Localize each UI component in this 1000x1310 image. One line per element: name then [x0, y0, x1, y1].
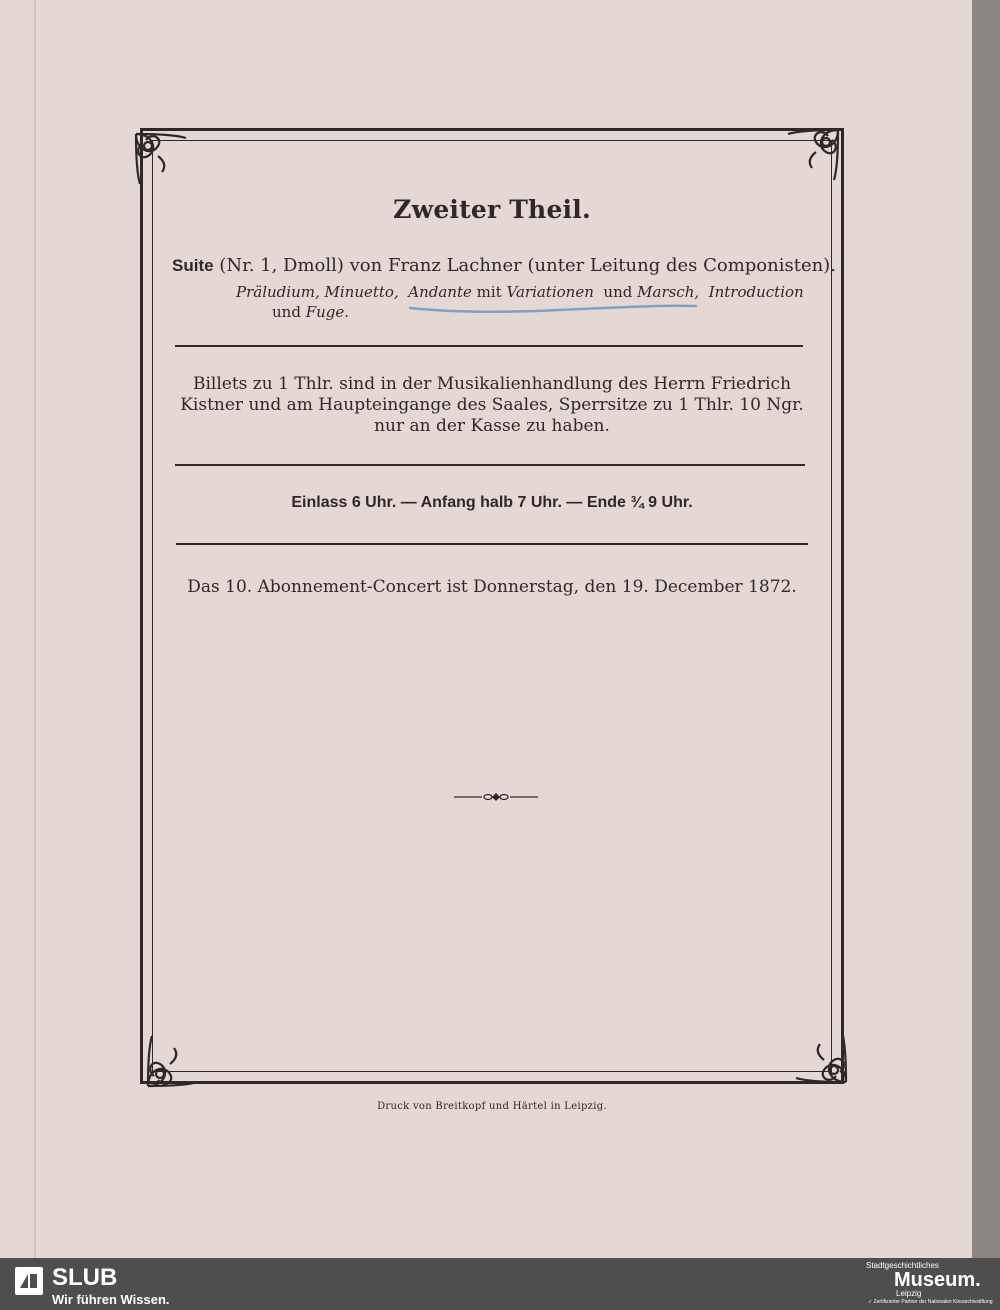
- movements-line-2: [272, 303, 349, 321]
- admission-times: Einlass 6 Uhr. — Anfang halb 7 Uhr. — Ende ¾ 9 Uhr.: [291, 494, 693, 511]
- movement-connector-mit: mit: [476, 283, 502, 301]
- movement-introduction: Introduction: [708, 283, 804, 301]
- scan-edge-strip: [972, 0, 1000, 1258]
- museum-city: Leipzig: [896, 1289, 922, 1298]
- museum-partner-note: ✓ Zertifizierter Partner der Nationalen Kinoarchivstiftung: [868, 1299, 993, 1305]
- museum-label-top: Stadtgeschichtliches: [866, 1261, 939, 1270]
- slub-logo-text[interactable]: SLUB: [52, 1264, 118, 1291]
- corner-ornament-icon: [140, 1032, 202, 1094]
- suite-label: Suite: [172, 256, 214, 275]
- pencil-underline-mark: [408, 300, 700, 318]
- movement-andante: Andante: [408, 283, 472, 301]
- museum-logo-text[interactable]: Museum.: [894, 1269, 981, 1291]
- suite-description: (Nr. 1, Dmoll) von Franz Lachner (unter Leitung des Componisten).: [219, 255, 836, 276]
- suite-line: [172, 255, 836, 276]
- movement-connector-und-2: und: [272, 303, 301, 321]
- movement-marsch: Marsch,: [637, 283, 700, 301]
- corner-ornament-icon: [792, 1028, 854, 1090]
- movement-connector-und: und: [603, 283, 633, 301]
- ticket-info: [160, 374, 824, 437]
- divider-rule: [175, 345, 803, 347]
- ornament-divider-icon: [452, 790, 540, 804]
- divider-rule: [175, 464, 805, 466]
- section-heading: Zweiter Theil.: [393, 195, 591, 224]
- slub-tagline: Wir führen Wissen.: [52, 1292, 170, 1307]
- movement-praeludium: Präludium,: [236, 283, 320, 301]
- printer-credit: Druck von Breitkopf und Härtel in Leipzig.: [377, 1101, 607, 1112]
- ticket-info-line-1: Billets zu 1 Thlr. sind in der Musikalienhandlung des Herrn Friedrich: [192, 374, 792, 394]
- movement-variationen: Variationen: [506, 283, 594, 301]
- corner-ornament-icon: [128, 126, 190, 188]
- movement-minuetto: Minuetto,: [324, 283, 399, 301]
- slub-logo-icon[interactable]: [14, 1266, 44, 1296]
- paper-fold-line: [34, 0, 36, 1258]
- ticket-info-line-2: Kistner und am Haupteingange des Saales, Sperrsitze zu 1 Thlr. 10 Ngr.: [180, 395, 804, 415]
- ticket-info-line-3: nur an der Kasse zu haben.: [374, 416, 610, 436]
- ornamental-frame-inner: [152, 140, 832, 1072]
- divider-rule: [176, 543, 808, 545]
- viewer-footer: [0, 1258, 1000, 1310]
- movements-line-1: [236, 283, 804, 301]
- corner-ornament-icon: [784, 122, 846, 184]
- next-concert-notice: Das 10. Abonnement-Concert ist Donnerstag, den 19. December 1872.: [187, 577, 797, 597]
- movement-fuge: Fuge.: [305, 303, 350, 321]
